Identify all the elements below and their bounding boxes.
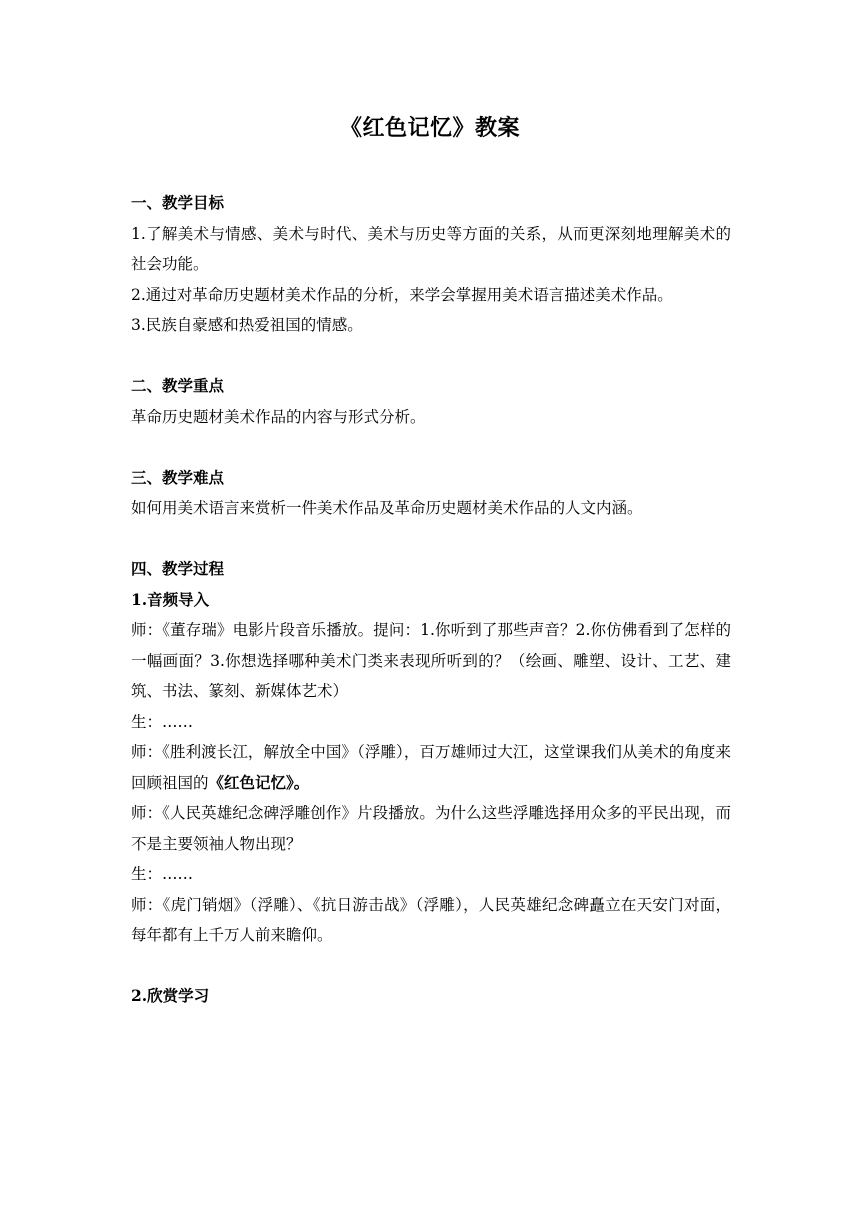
- spacer: [131, 951, 731, 982]
- spacer: [131, 524, 731, 555]
- spacer: [131, 432, 731, 463]
- teacher-paragraph-3: 师：《人民英雄纪念碑浮雕创作》片段播放。为什么这些浮雕选择用众多的平民出现，而不是主要领袖人物出现？: [131, 804, 731, 853]
- section-heading-key-points: 二、教学重点: [131, 376, 225, 395]
- goal-item-3: 3.民族自豪感和热爱祖国的情感。: [131, 316, 363, 334]
- section-heading-process: 四、教学过程: [131, 559, 225, 578]
- teacher-paragraph-2-text: 师：《胜利渡长江，解放全中国》（浮雕），百万雄师过大江，这堂课我们从美术的角度来回顾祖国的: [131, 743, 731, 792]
- step-heading-appreciation: 2.欣赏学习: [131, 986, 210, 1005]
- document-body: [131, 188, 731, 1012]
- spacer: [131, 341, 731, 372]
- teacher-paragraph-4: 师：《虎门销烟》（浮雕）、《抗日游击战》（浮雕），人民英雄纪念碑矗立在天安门对面，每年都有上千万人前来瞻仰。: [131, 895, 731, 944]
- lesson-title-emphasis: 《红色记忆》。: [208, 772, 310, 792]
- document-title: 《红色记忆》教案: [339, 115, 520, 141]
- key-points-text: 革命历史题材美术作品的内容与形式分析。: [131, 407, 426, 426]
- step-heading-audio-intro: 1.音频导入: [131, 589, 210, 609]
- goal-item-2: 2.通过对革命历史题材美术作品的分析，来学会掌握用美术语言描述美术作品。: [131, 285, 673, 304]
- teacher-paragraph-2: [131, 737, 731, 798]
- difficulties-text: 如何用美术语言来赏析一件美术作品及革命历史题材美术作品的人文内涵。: [131, 499, 643, 517]
- student-paragraph-1: 生：……: [131, 712, 194, 731]
- teacher-paragraph-1: 师：《董存瑞》电影片段音乐播放。提问：1.你听到了那些声音？2.你仿佛看到了怎样的一幅画面？3.你想选择哪种美术门类来表现所听到的？（绘画、雕塑、设计、工艺、建筑、书法、篆刻、新媒体艺术）: [131, 621, 731, 700]
- section-heading-difficulties: 三、教学难点: [131, 467, 225, 487]
- goal-item-1: 1.了解美术与情感、美术与时代、美术与历史等方面的关系，从而更深刻地理解美术的社会功能。: [131, 224, 731, 273]
- section-heading-goals: 一、教学目标: [131, 193, 225, 212]
- student-paragraph-2: 生：……: [131, 865, 194, 883]
